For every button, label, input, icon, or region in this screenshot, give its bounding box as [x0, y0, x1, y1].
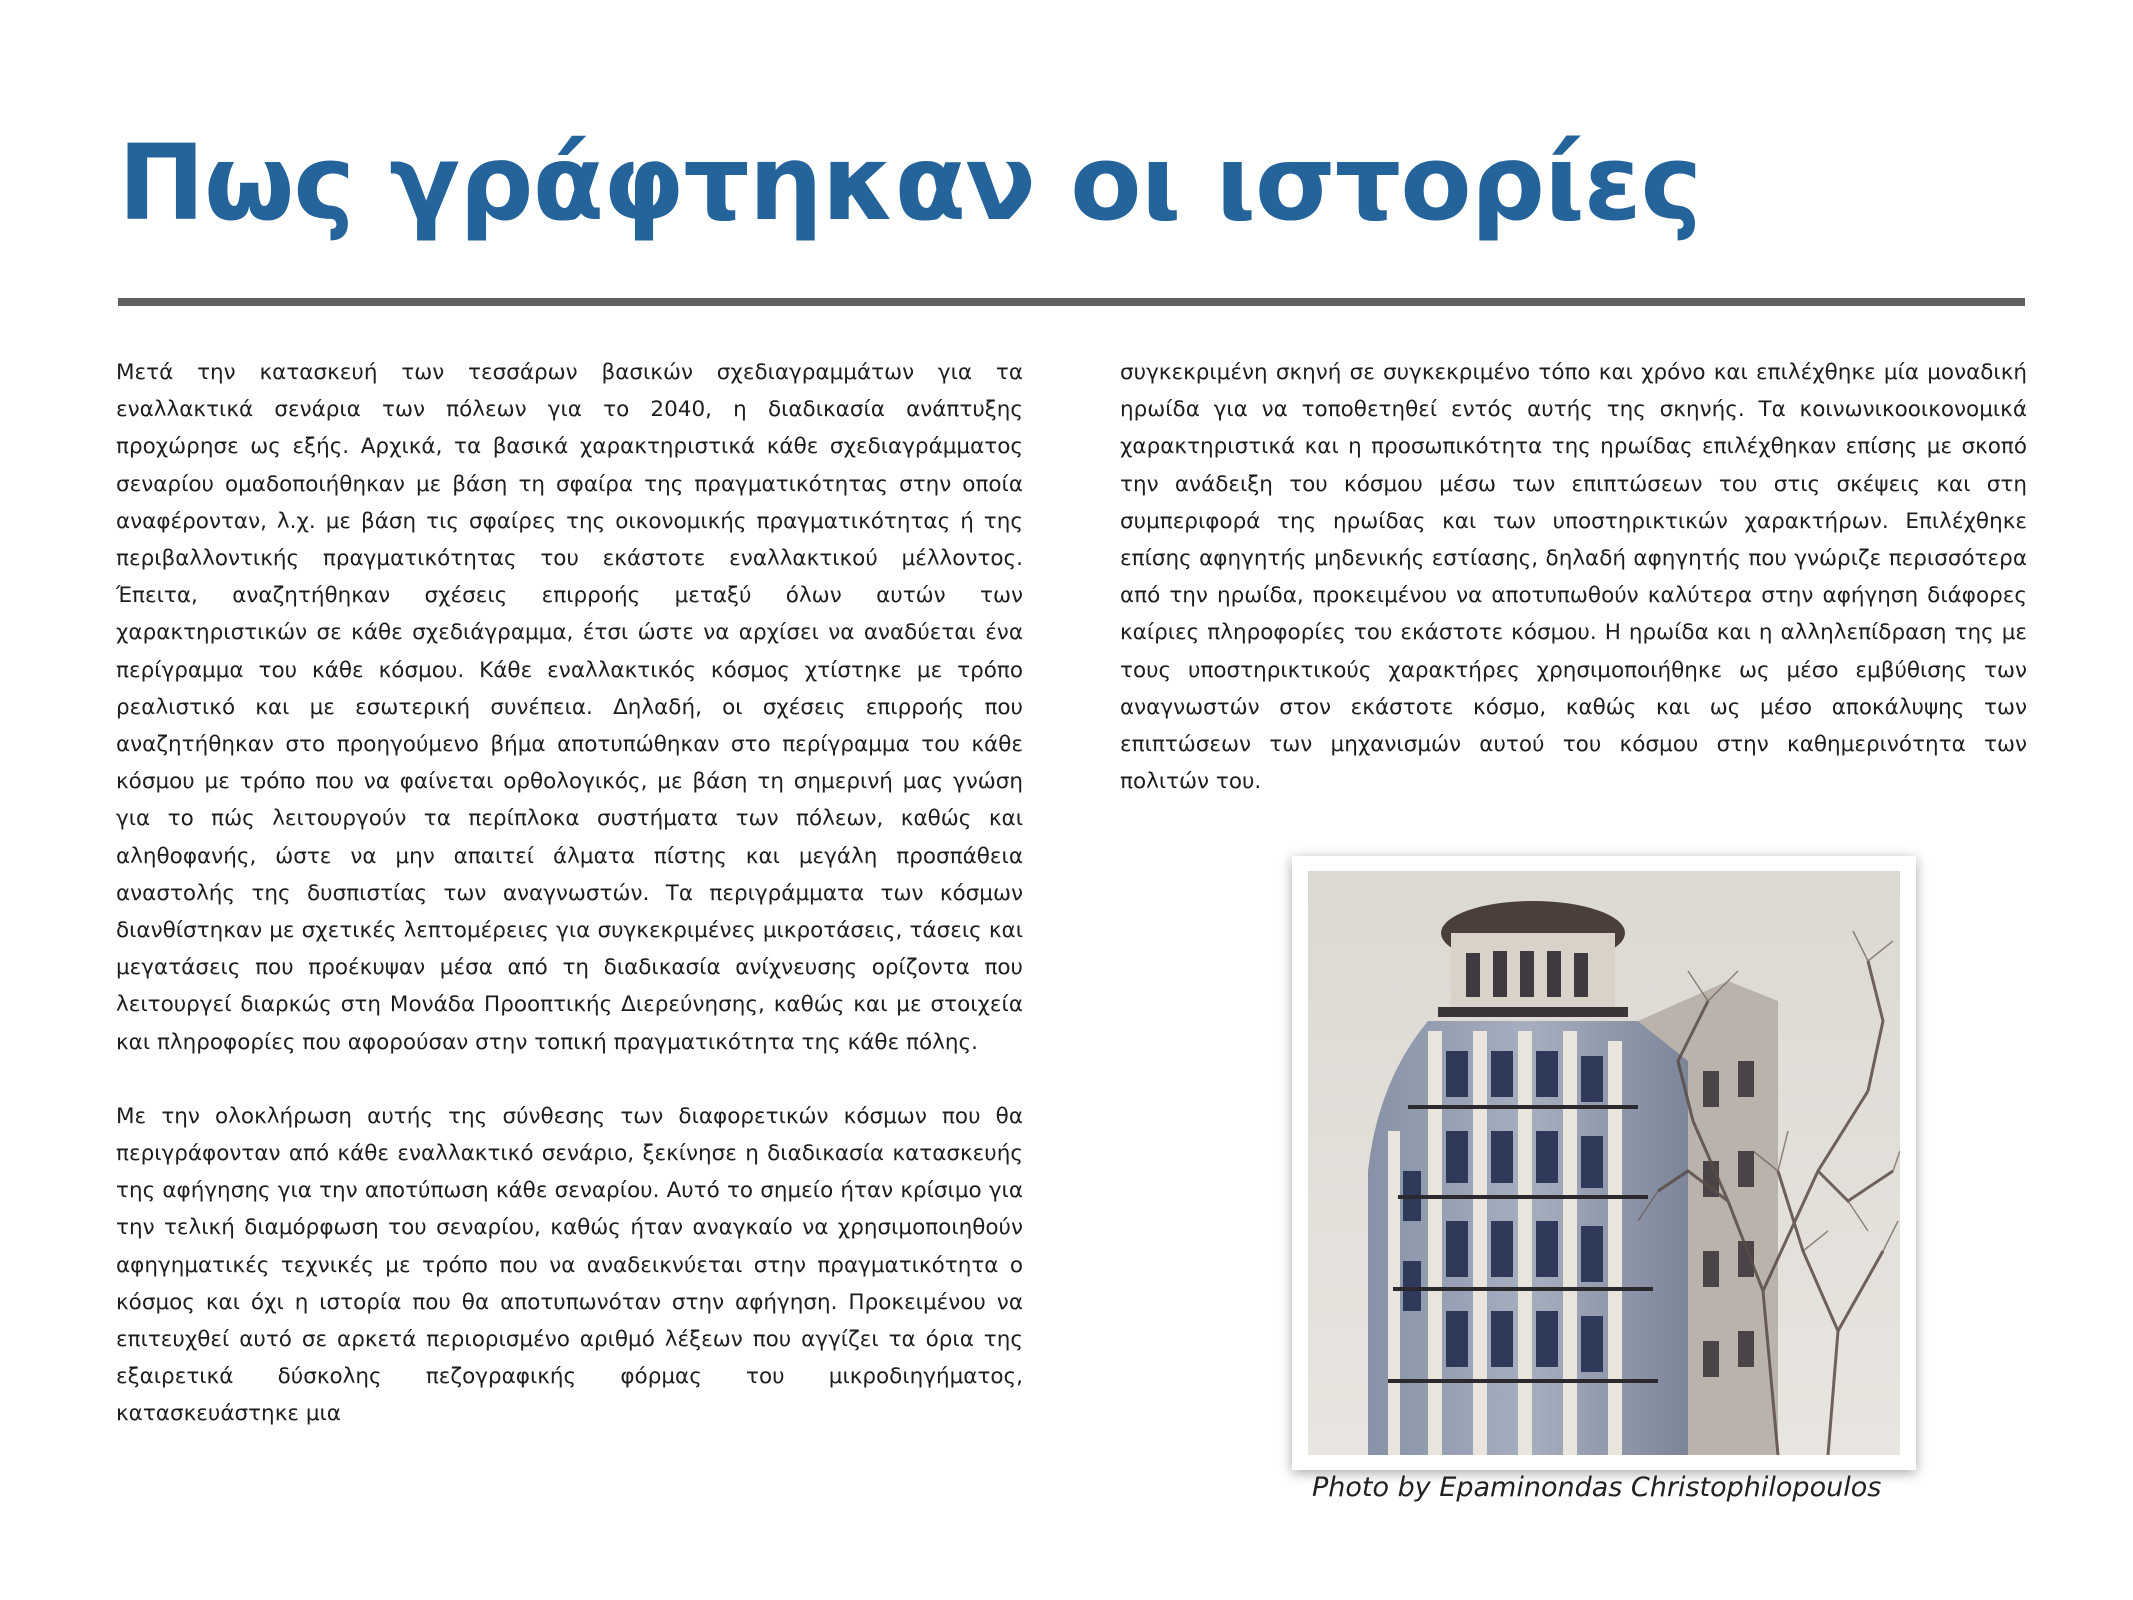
left-text-column — [116, 354, 1023, 1433]
building-photo — [1308, 871, 1900, 1455]
body-paragraph: συγκεκριμένη σκηνή σε συγκεκριμένο τόπο και χρόνο και επιλέχθηκε μία μοναδική ηρωίδα για να τοποθετηθεί εντός αυτής της σκηνής. Τα κοινωνικοοικονομικά χαρακτηριστικά και η προσωπικότητα της ηρωίδας επιλέχθηκαν επίσης με σκοπό την ανάδειξη του κόσμου μέσω των επιπτώσεων του στις σκέψεις και στη συμπεριφορά της ηρωίδας και των υποστηρικτικών χαρακτήρων. Επιλέχθηκε επίσης αφηγητής μηδενικής εστίασης, δηλαδή αφηγητής που γνώριζε περισσότερα από την ηρωίδα, προκειμένου να αποτυπωθούν καλύτερα στην αφήγηση διάφορες καίριες πληροφορίες του εκάστοτε κόσμου. Η ηρωίδα και η αλληλεπίδραση της με τους υποστηρικτικούς χαρακτήρες χρησιμοποιήθηκε ως μέσο εμβύθισης των αναγνωστών στον εκάστοτε κόσμο, καθώς και ως μέσο αποκάλυψης των επιπτώσεων των μηχανισμών αυτού του κόσμου στην καθημερινότητα των πολιτών του. — [1120, 360, 2027, 795]
body-paragraph: Με την ολοκλήρωση αυτής της σύνθεσης των διαφορετικών κόσμων που θα περιγράφονταν από κάθε εναλλακτικό σενάριο, ξεκίνησε η διαδικασία κατασκευής της αφήγησης για την αποτύπωση κάθε σεναρίου. Αυτό το σημείο ήταν κρίσιμο για την τελική διαμόρφωση του σεναρίου, καθώς ήταν αναγκαίο να χρησιμοποιηθούν αφηγηματικές τεχνικές με τρόπο που να αναδεικνύεται στην πραγματικότητα ο κόσμος και όχι η ιστορία που θα αποτυπωνόταν στην αφήγηση. Προκειμένου να επιτευχθεί αυτό σε αρκετά περιορισμένο αριθμό λέξεων που αγγίζει τα όρια της εξαιρετικά δύσκολης πεζογραφικής φόρμας του μικροδιηγήματος, κατασκευάστηκε μια — [116, 1103, 1023, 1427]
photo-caption: Photo by Epaminondas Christophilopoulos — [1312, 1472, 1882, 1503]
right-text-column — [1120, 354, 2027, 800]
body-paragraph: Μετά την κατασκευή των τεσσάρων βασικών σχεδιαγραμμάτων για τα εναλλακτικά σενάρια των πόλεων για το 2040, η διαδικασία ανάπτυξης προχώρησε ως εξής. Αρχικά, τα βασικά χαρακτηριστικά κάθε σχεδιαγράμματος σεναρίου ομαδοποιήθηκαν με βάση τη σφαίρα της πραγματικότητας στην οποία αναφέρονταν, λ.χ. με βάση τις σφαίρες της οικονομικής πραγματικότητας ή της περιβαλλοντικής πραγματικότητας του εκάστοτε εναλλακτικού μέλλοντος. Έπειτα, αναζητήθηκαν σχέσεις επιρροής μεταξύ όλων αυτών των χαρακτηριστικών σε κάθε σχεδιάγραμμα, έτσι ώστε να αρχίσει να αναδύεται ένα περίγραμμα του κάθε κόσμου. Κάθε εναλλακτικός κόσμος χτίστηκε με τρόπο ρεαλιστικό και με εσωτερική συνέπεια. Δηλαδή, οι σχέσεις επιρροής που αναζητήθηκαν στο προηγούμενο βήμα αποτυπώθηκαν στο περίγραμμα του κάθε κόσμου με τρόπο που να φαίνεται ορθολογικός, με βάση τη σημερινή μας γνώση για το πώς λειτουργούν τα περίπλοκα συστήματα των πόλεων, καθώς και αληθοφανής, ώστε να μην απαιτεί άλματα πίστης και μεγάλη προσπάθεια αναστολής της δυσπιστίας των αναγνωστών. Τα περιγράμματα των κόσμων διανθίστηκαν με σχετικές λεπτομέρειες για συγκεκριμένες μικροτάσεις, τάσεις και μεγατάσεις που προέκυψαν μέσα από τη διαδικασία ανίχνευσης ορίζοντα που λειτουργεί διαρκώς στη Μονάδα Προοπτικής Διερεύνησης, καθώς και με στοιχεία και πληροφορίες που αφορούσαν στην τοπική πραγματικότητα της κάθε πόλης. — [116, 360, 1023, 1055]
building-photo-frame — [1292, 856, 1916, 1470]
title-divider — [118, 298, 2025, 306]
page-title: Πως γράφτηκαν οι ιστορίες — [118, 122, 1702, 244]
